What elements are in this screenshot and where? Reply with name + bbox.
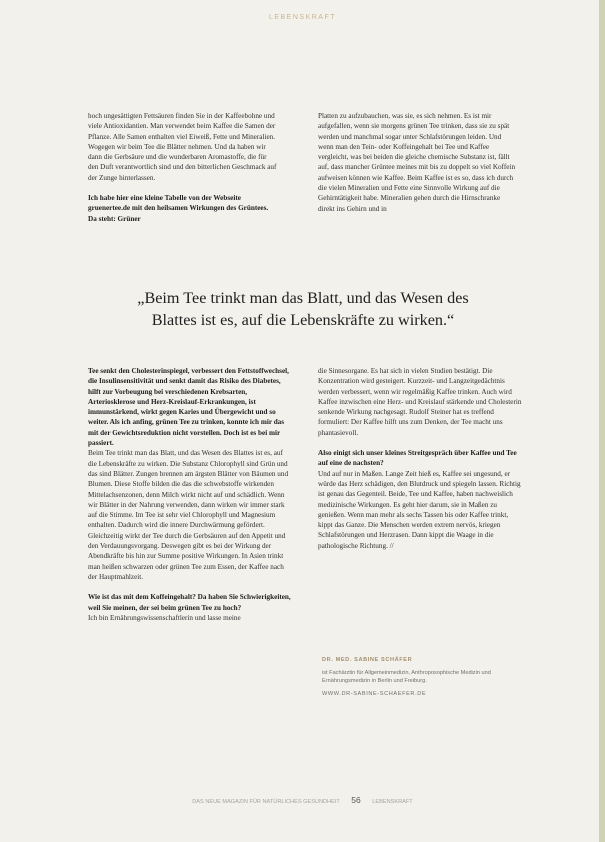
- pull-quote: [88, 287, 518, 331]
- interview-answer: Beim Tee trinkt man das Blatt, und das Wesen des Blattes ist es, auf die Lebenskräfte zu wirken. Die Substanz Chlorophyll sind Grün und das sind Blätter. Zungen brennen am ärgsten Blätter von Bäumen und Blumen. Diese Stoffe bilden die das die schwebstoffe wirkenden Mittelachsenzonen, denn Milch wirkt nicht auf und schädlich. Wenn wir Blätter in der Nahrung verwenden, dann wirken wir immer stark auf die Stimme. Im Tee ist sehr viel Chlorophyll und Magnesium enthalten. Dadurch wird die innere Durchwärmung gefördert. Gleichzeitig wirkt der Tee durch die Gerbsäuren auf den Appetit und den Verdauungsvorgang. Deswegen gibt es bei der Wirkung der Abendkräfte bis hin zur Summe positive Wirkungen. In Asien trinkt man heißen schwarzen oder grünen Tee zum Essen, der Kaffee nach der Hauptmahlzeit.: [88, 449, 289, 581]
- interview-question: Wie ist das mit dem Koffeingehalt? Da haben Sie Schwierigkeiten, weil Sie meinen, der sei beim grünen Tee zu hoch?: [88, 593, 291, 612]
- author-bio: [322, 657, 522, 697]
- interview-question: Ich habe hier eine kleine Tabelle von der Webseite gruenertee.de mit den heilsamen Wirkungen des Grüntees. Da steht: Grüner: [88, 194, 269, 223]
- page-edge-stripe: [599, 0, 605, 842]
- interview-answer: Und auf nur in Maßen. Lange Zeit hieß es, Kaffee sei ungesund, er würde das Herz schädigen, den Blutdruck und spiegeln lassen. Richtig ist genau das Gegenteil. Beide, Tee und Kaffee, haben nachweislich medizinische Wirkungen. Es geht hier darum, sie in Maßen zu genießen. Wenn man mehr als sechs Tassen bis oder Kaffee trinkt, kippt das Ganze. Die Menschen werden extrem nervös, kriegen Schlafstörungen und Herzrasen. Dann kippt die Waage in die pathologische Richtung. //: [318, 469, 521, 550]
- footer-section-name: LEBENSKRAFT: [372, 799, 413, 805]
- pull-quote-line-2: Blattes ist es, auf die Lebenskräfte zu wirken.“: [151, 311, 455, 329]
- body-paragraph: die Sinnesorgane. Es hat sich in vielen Studien bestätigt. Die Konzentration wird gesteigert. Kurzzeit- und Langzeitgedächtnis werden verbessert, wenn wir regelmäßig Kaffee trinken. Auch wird Kaffee inzwischen eine Herz- und Kreislauf stärkende und Cholesterin senkende Wirkung nachgesagt. Rudolf Steiner hat es treffend formuliert: Der Kaffee hilft uns zum Denken, der Tee macht uns phantasievoll.: [318, 367, 522, 437]
- page-footer: [0, 795, 605, 805]
- top-left-column: [88, 111, 278, 224]
- body-paragraph: hoch ungesättigten Fettsäuren finden Sie in der Kaffeebohne und viele Antioxidantien. Man verwendet beim Kaffee die Samen der Pflanze. Alle Samen enthalten viel Eiweiß, Fette und Mineralien. Wogegen wir beim Tee die Blätter nehmen. Und da haben wir dann die Gerbsäure und die wunderbaren Aromastoffe, die für den Duft verantwortlich sind und den bitterlichen Geschmack auf der Zunge hinterlassen.: [88, 112, 277, 182]
- interview-question: Tee senkt den Cholesterinspiegel, verbessert den Fettstoffwechsel, die Insulinsensitivität und senkt damit das Risiko des Diabetes, hilft zur Vorbeugung bei verschiedenen Krebsarten, Arteriosklerose und Herz-Kreislauf-Erkrankungen, ist immunstärkend, wirkt gegen Karies und Übergewicht und so weiter. Als ich anfing, grünen Tee zu trinken, konnte ich mir das mit der Gewichtsreduktion nicht vorstellen. Doch ist es bei mir passiert.: [88, 367, 289, 448]
- bottom-left-column: [88, 366, 293, 623]
- author-description: ist Fachärztin für Allgemeinmedizin, Anthroposophische Medizin und Ernährungsmedizin in Berlin und Freiburg.: [322, 670, 491, 684]
- pull-quote-line-1: „Beim Tee trinkt man das Blatt, und das Wesen des: [137, 289, 469, 307]
- interview-question: Also einigt sich unser kleines Streitgespräch über Kaffee und Tee auf eine de nachsten?: [318, 449, 517, 468]
- bottom-right-column: [318, 366, 523, 551]
- body-paragraph: Platten zu aufzubauchen, was sie, es sich nehmen. Es ist mir aufgefallen, wenn sie morgens grünen Tee trinken, dass sie zu spät werden und manchmal sogar unter Schlafstörungen leiden. Und wenn man den Tein- oder Koffeingehalt bei Tee und Kaffee vergleicht, was bei beiden die gleiche chemische Substanz ist, fällt auf, dass mancher Grüntee meines mit bis zu doppelt so viel Koffein aufweisen können wie Kaffee. Beim Kaffee ist es so, dass ich durch die vielen Mineralien und Fette eine Sinnvolle Wirkung auf die Gehirntätigkeit habe. Mineralien gehen durch die Hirnschranke direkt ins Gehirn und in: [318, 112, 516, 213]
- interview-answer: Ich bin Ernährungswissenschaftlerin und lasse meine: [88, 613, 241, 622]
- author-name: DR. MED. SABINE SCHÄFER: [322, 657, 413, 663]
- author-website-link[interactable]: WWW.DR-SABINE-SCHAEFER.DE: [322, 691, 427, 697]
- top-right-column: [318, 111, 518, 214]
- footer-magazine-name: DAS NEUE MAGAZIN FÜR NATÜRLICHES GESUNDHEIT: [192, 799, 340, 805]
- page-number: 56: [351, 795, 361, 805]
- category-header: LEBENSKRAFT: [268, 14, 337, 21]
